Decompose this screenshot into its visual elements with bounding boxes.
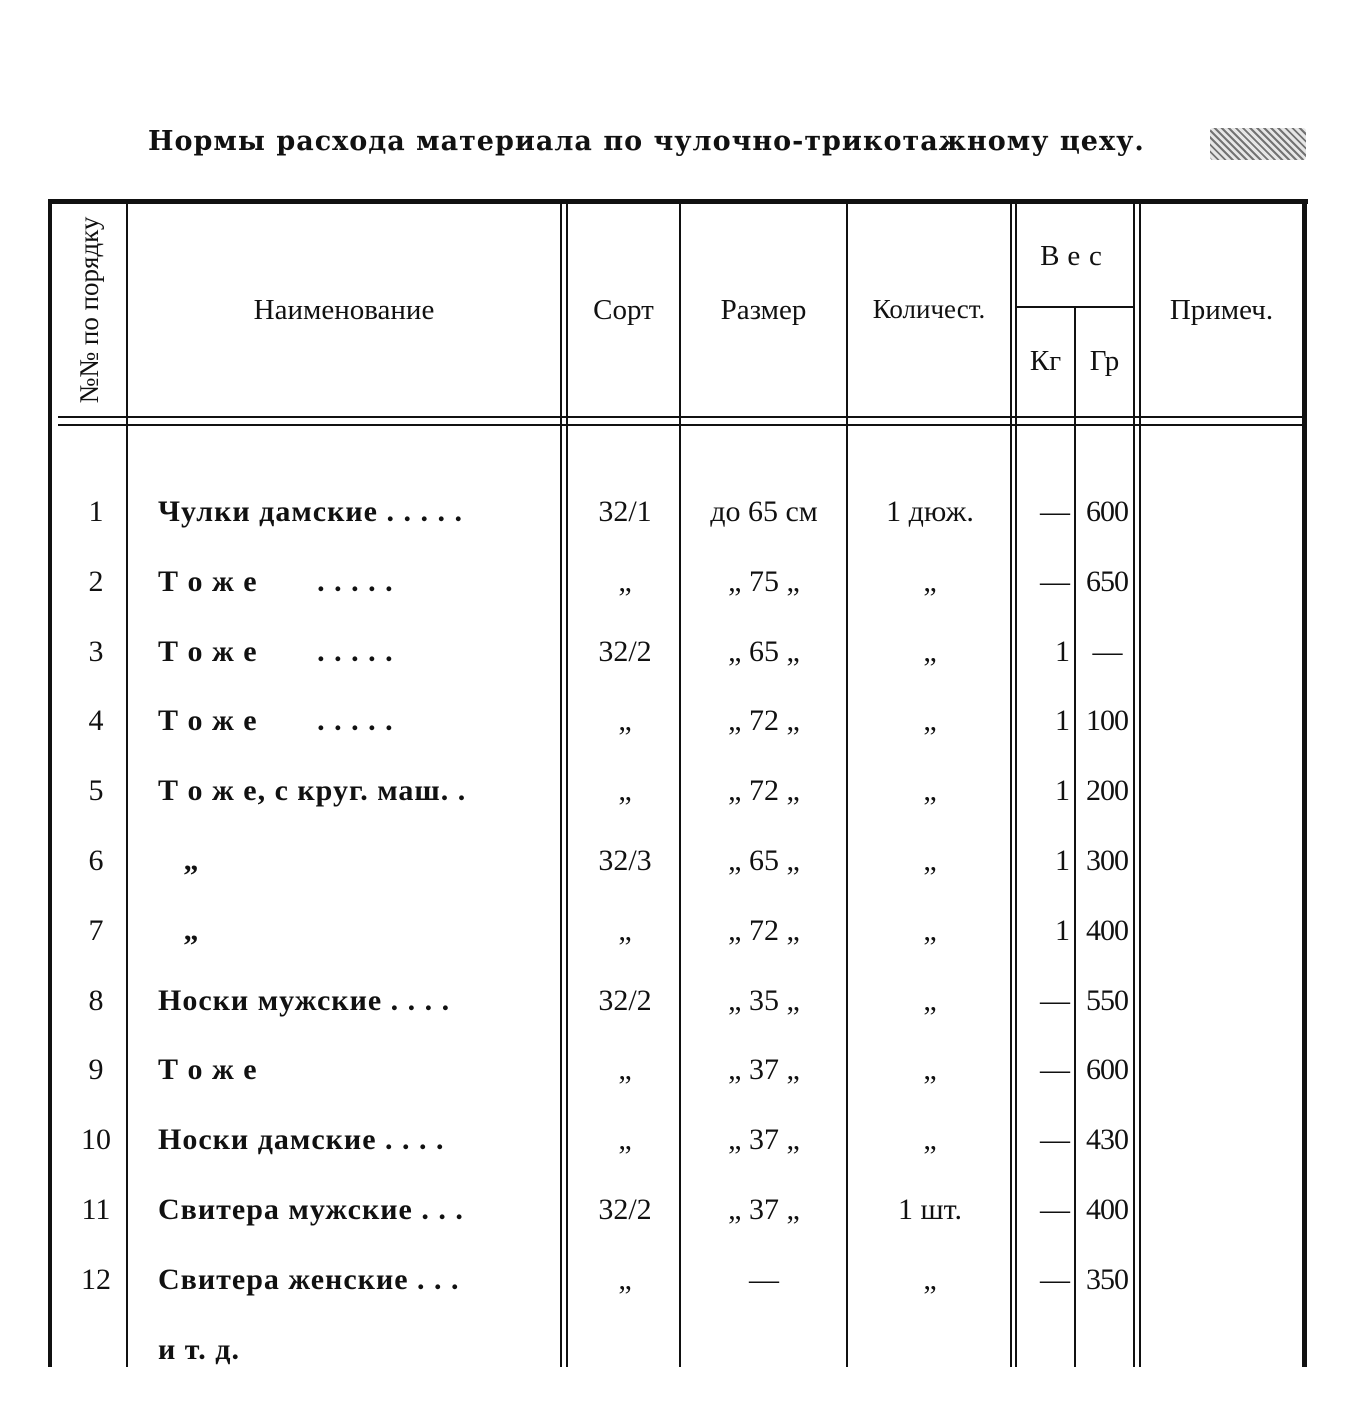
row-sort: „: [618, 1123, 632, 1156]
row-number: 1: [88, 495, 104, 528]
row-number: 8: [88, 984, 104, 1017]
row-name: Т о ж е . . . . .: [158, 704, 394, 737]
row-gr: —: [1092, 635, 1122, 668]
row-gr: 650: [1086, 565, 1128, 598]
header-name: Наименование: [253, 294, 435, 326]
header-number: №№ по порядку: [74, 216, 104, 404]
row-gr: 400: [1086, 1193, 1128, 1226]
row-name: Носки дамские . . . .: [158, 1123, 445, 1156]
row-name: Т о ж е, с круг. маш. .: [158, 774, 467, 807]
row-quantity: „: [923, 914, 937, 947]
row-kg: —: [1040, 1193, 1070, 1226]
row-name: Носки мужские . . . .: [158, 984, 451, 1017]
row-size: „ 65 „: [728, 635, 800, 668]
row-number: 9: [88, 1053, 104, 1086]
row-gr: 200: [1086, 774, 1128, 807]
row-number: 12: [81, 1263, 111, 1296]
row-kg: —: [1040, 495, 1070, 528]
row-kg: 1: [1055, 844, 1070, 877]
row-name: Т о ж е: [158, 1053, 258, 1086]
row-size: „ 37 „: [728, 1193, 800, 1226]
weight-subheader-rule: [1017, 306, 1133, 308]
row-number: [50, 1330, 142, 1370]
row-size: „ 72 „: [728, 774, 800, 807]
row-name: Т о ж е . . . . .: [158, 565, 394, 598]
row-number: 7: [88, 914, 104, 947]
row-sort: „: [618, 1053, 632, 1086]
row-quantity: „: [923, 565, 937, 598]
row-gr: [1078, 1330, 1136, 1370]
row-name: „: [158, 914, 200, 947]
row-size: „ 75 „: [728, 565, 800, 598]
row-sort: „: [618, 565, 632, 598]
row-gr: 400: [1086, 914, 1128, 947]
row-name: и т. д.: [158, 1333, 240, 1366]
row-quantity: 1 шт.: [898, 1193, 962, 1226]
row-number: 10: [81, 1123, 111, 1156]
column-rule: [1139, 204, 1141, 1367]
column-rule: [1074, 308, 1076, 1367]
table-right-border: [1302, 199, 1307, 1367]
header-sort: Сорт: [593, 294, 654, 326]
row-kg: —: [1040, 565, 1070, 598]
row-size: „ 35 „: [728, 984, 800, 1017]
row-number: 11: [81, 1193, 111, 1226]
row-name: Свитера мужские . . .: [158, 1193, 464, 1226]
row-quantity: [848, 1330, 1012, 1370]
row-sort: 32/2: [598, 635, 652, 668]
row-kg: —: [1040, 984, 1070, 1017]
column-rule: [560, 204, 562, 1367]
header-quantity: Количест.: [872, 294, 986, 324]
row-gr: 430: [1086, 1123, 1128, 1156]
document-title: Нормы расхода материала по чулочно-трикотажному цеху.: [148, 126, 1145, 157]
row-number: 5: [88, 774, 104, 807]
row-size: до 65 см: [710, 495, 818, 528]
row-sort: „: [618, 914, 632, 947]
row-number: 6: [88, 844, 104, 877]
row-gr: 350: [1086, 1263, 1128, 1296]
row-sort: 32/1: [598, 495, 652, 528]
row-sort: „: [618, 774, 632, 807]
row-kg: 1: [1055, 704, 1070, 737]
row-sort: „: [618, 1263, 632, 1296]
row-size: „ 72 „: [728, 914, 800, 947]
row-quantity: „: [923, 844, 937, 877]
row-kg: —: [1040, 1123, 1070, 1156]
header-note: Примеч.: [1169, 294, 1274, 326]
row-quantity: „: [923, 1053, 937, 1086]
row-size: [680, 1330, 848, 1370]
row-gr: 300: [1086, 844, 1128, 877]
row-quantity: „: [923, 704, 937, 737]
row-quantity: „: [923, 1263, 937, 1296]
row-kg: 1: [1055, 914, 1070, 947]
row-quantity: „: [923, 774, 937, 807]
row-name: Чулки дамские . . . . .: [158, 495, 463, 528]
row-quantity: „: [923, 1123, 937, 1156]
row-quantity: „: [923, 635, 937, 668]
row-name: Свитера женские . . .: [158, 1263, 460, 1296]
row-size: „ 37 „: [728, 1123, 800, 1156]
row-gr: 600: [1086, 1053, 1128, 1086]
row-sort: 32/3: [598, 844, 652, 877]
library-stamp: [1210, 128, 1306, 160]
row-kg: [1016, 1330, 1070, 1370]
row-size: „ 65 „: [728, 844, 800, 877]
row-size: —: [749, 1263, 779, 1296]
row-kg: 1: [1055, 774, 1070, 807]
row-sort: 32/2: [598, 984, 652, 1017]
row-size: „ 37 „: [728, 1053, 800, 1086]
row-quantity: 1 дюж.: [886, 495, 974, 528]
row-gr: 100: [1086, 704, 1128, 737]
row-kg: —: [1040, 1053, 1070, 1086]
row-kg: —: [1040, 1263, 1070, 1296]
row-name: „: [158, 844, 200, 877]
row-sort: [566, 1330, 684, 1370]
header-kg: Кг: [1029, 345, 1062, 377]
row-size: „ 72 „: [728, 704, 800, 737]
row-name: Т о ж е . . . . .: [158, 635, 394, 668]
row-quantity: „: [923, 984, 937, 1017]
header-weight: Вес: [1040, 240, 1110, 272]
row-sort: „: [618, 704, 632, 737]
row-gr: 550: [1086, 984, 1128, 1017]
header-gr: Гр: [1089, 345, 1120, 377]
row-number: 4: [88, 704, 104, 737]
row-number: 3: [88, 635, 104, 668]
row-number: 2: [88, 565, 104, 598]
row-gr: 600: [1086, 495, 1128, 528]
row-kg: 1: [1055, 635, 1070, 668]
table-top-border: [48, 199, 1308, 204]
row-sort: 32/2: [598, 1193, 652, 1226]
header-size: Размер: [720, 294, 807, 326]
